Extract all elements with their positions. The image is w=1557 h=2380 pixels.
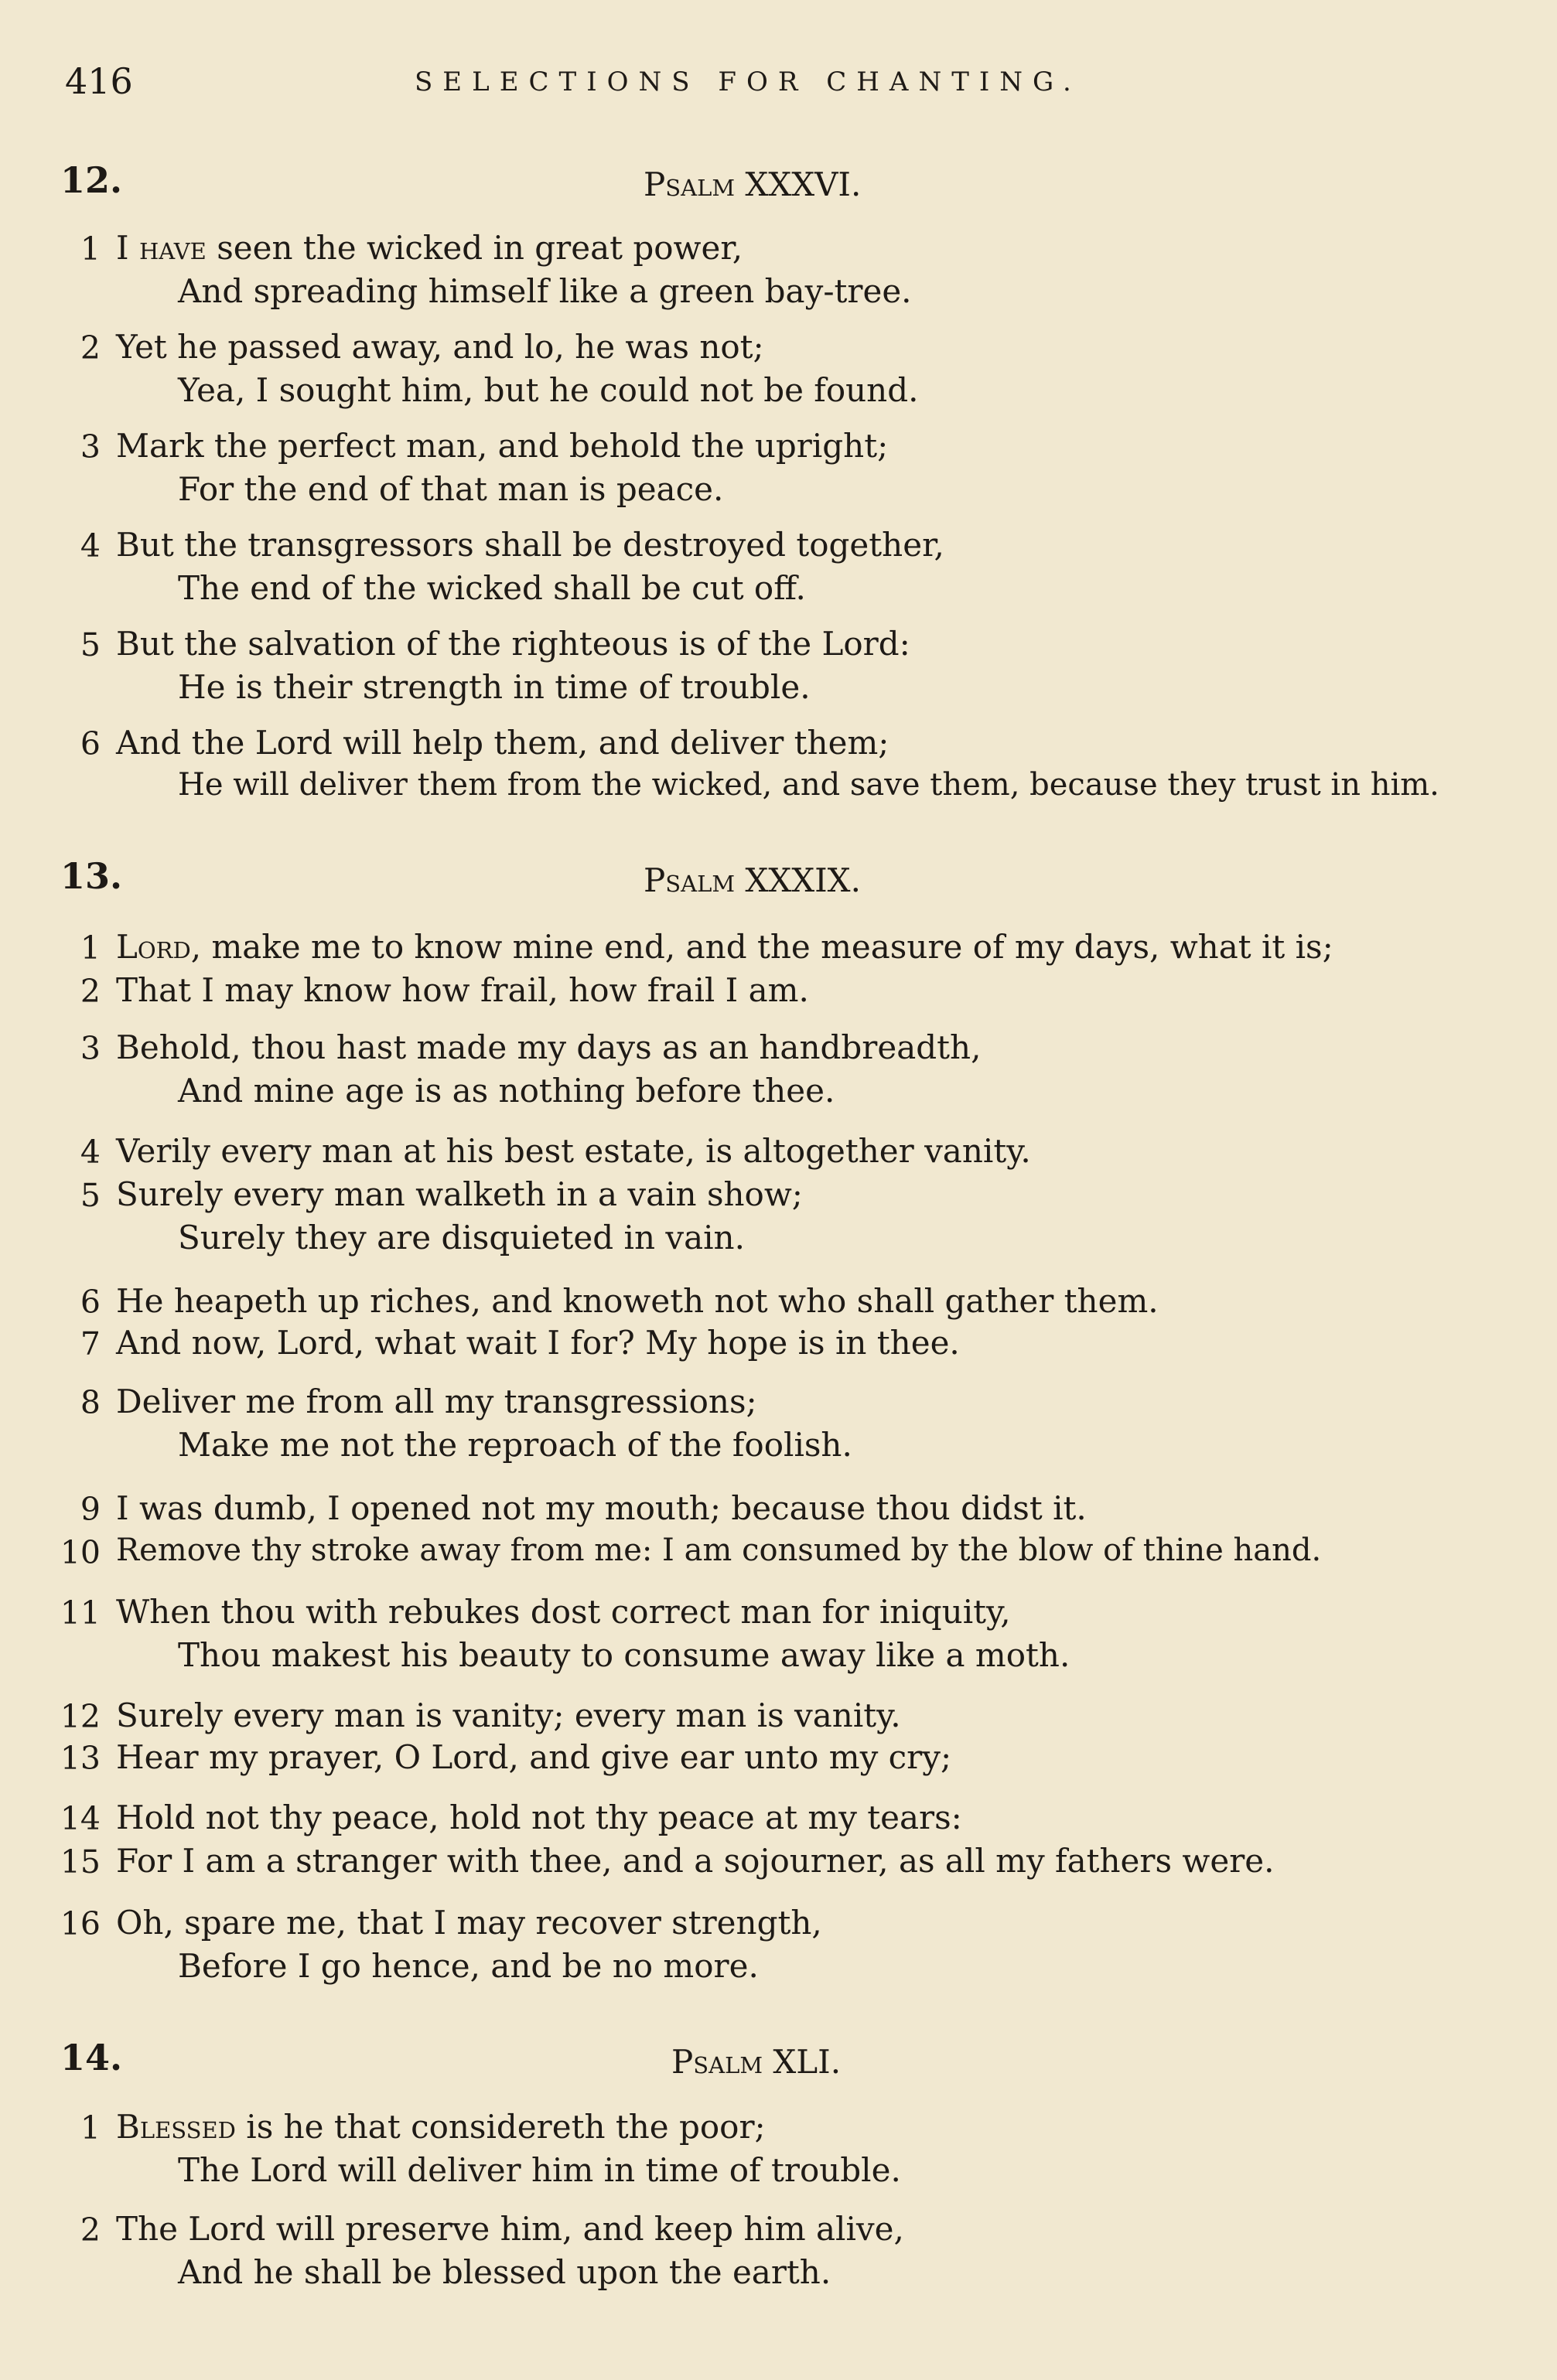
verse-line: Surely every man walketh in a vain show;: [116, 1175, 803, 1213]
section-number: 12.: [60, 159, 123, 201]
verse-line: Hold not thy peace, hold not thy peace at my tears:: [116, 1799, 962, 1836]
verse-number: 6: [80, 725, 101, 762]
verse-number: 5: [80, 1177, 101, 1214]
psalm-title: [644, 165, 861, 203]
verse-continuation: Make me not the reproach of the foolish.: [178, 1426, 852, 1464]
psalm-title: [671, 2043, 841, 2081]
verse-line: Remove thy stroke away from me: I am consumed by the blow of thine hand.: [116, 1533, 1322, 1568]
verse-number: 1: [80, 230, 101, 268]
verse-line: And the Lord will help them, and deliver them;: [116, 724, 889, 762]
verse-line: But the transgressors shall be destroyed together,: [116, 526, 944, 564]
verse-continuation: Before I go hence, and be no more.: [178, 1947, 759, 1985]
section-number: 14.: [60, 2037, 123, 2078]
running-head: SELECTIONS FOR CHANTING.: [415, 66, 1081, 97]
verse-number: 2: [80, 973, 101, 1010]
verse-opening-words: I have: [116, 229, 207, 267]
verse-continuation: The Lord will deliver him in time of trouble.: [178, 2151, 901, 2189]
verse-number: 6: [80, 1284, 101, 1321]
verse-line: Mark the perfect man, and behold the upright;: [116, 427, 889, 465]
verse-line: Deliver me from all my transgressions;: [116, 1383, 757, 1420]
verse-number: 8: [80, 1384, 101, 1421]
verse-continuation: And mine age is as nothing before thee.: [178, 1072, 835, 1110]
verse-line: Behold, thou hast made my days as an handbreadth,: [116, 1028, 982, 1066]
verse-number: 4: [80, 527, 101, 564]
verse-number: 13: [60, 1740, 101, 1777]
verse-line: Hear my prayer, O Lord, and give ear unto my cry;: [116, 1738, 952, 1776]
verse-continuation: And spreading himself like a green bay-tree.: [178, 272, 912, 310]
verse-number: 14: [60, 1800, 101, 1837]
verse-number: 2: [80, 2211, 101, 2249]
verse-number: 15: [60, 1843, 101, 1880]
verse-number: 16: [60, 1905, 101, 1942]
page-header: [65, 60, 1148, 114]
section-number: 13.: [60, 855, 123, 897]
verse-continuation: And he shall be blessed upon the earth.: [178, 2253, 831, 2291]
verse-line: He heapeth up riches, and knoweth not who shall gather them.: [116, 1282, 1159, 1320]
psalm-title-numeral: XXXVI.: [745, 165, 862, 203]
verse-number: 7: [80, 1325, 101, 1362]
verse-number: 5: [80, 626, 101, 663]
psalm-title-prefix: Psalm: [644, 165, 736, 203]
verse-line: Verily every man at his best estate, is altogether vanity.: [116, 1132, 1031, 1170]
verse-line: But the salvation of the righteous is of the Lord:: [116, 625, 910, 663]
verse-continuation: Thou makest his beauty to consume away like a moth.: [178, 1636, 1070, 1674]
verse-line: Surely every man is vanity; every man is vanity.: [116, 1696, 901, 1734]
verse-line-text: , make me to know mine end, and the measure of my days, what it is;: [190, 928, 1333, 966]
verse-line: Yet he passed away, and lo, he was not;: [116, 328, 764, 366]
verse-opening-words: Blessed: [116, 2108, 236, 2146]
verse-continuation: Yea, I sought him, but he could not be found.: [178, 371, 919, 409]
verse-number: 10: [60, 1534, 101, 1571]
psalm-title: [644, 861, 861, 899]
verse-continuation: He will deliver them from the wicked, and save them, because they trust in him.: [178, 767, 1439, 803]
verse-line: Oh, spare me, that I may recover strength,: [116, 1904, 822, 1942]
verse-line: [116, 2108, 766, 2146]
verse-number: 9: [80, 1491, 101, 1528]
psalm-title-prefix: Psalm: [644, 861, 736, 899]
verse-line: [116, 928, 1333, 966]
verse-line: When thou with rebukes dost correct man for iniquity,: [116, 1593, 1011, 1631]
page-number: 416: [65, 60, 133, 102]
verse-continuation: The end of the wicked shall be cut off.: [178, 569, 806, 607]
psalm-title-prefix: Psalm: [671, 2043, 763, 2081]
verse-opening-words: Lord: [116, 928, 191, 966]
verse-line-text: is he that considereth the poor;: [235, 2108, 766, 2146]
verse-number: 1: [80, 929, 101, 967]
verse-line-text: seen the wicked in great power,: [206, 229, 743, 267]
verse-line: For I am a stranger with thee, and a sojourner, as all my fathers were.: [116, 1842, 1275, 1880]
verse-number: 3: [80, 1030, 101, 1067]
verse-continuation: For the end of that man is peace.: [178, 470, 724, 508]
verse-line: That I may know how frail, how frail I am.: [116, 971, 809, 1009]
verse-line: And now, Lord, what wait I for? My hope is in thee.: [116, 1324, 960, 1362]
verse-number: 1: [80, 2109, 101, 2146]
verse-line: I was dumb, I opened not my mouth; because thou didst it.: [116, 1489, 1087, 1527]
verse-number: 12: [60, 1698, 101, 1735]
verse-line: The Lord will preserve him, and keep him alive,: [116, 2210, 904, 2248]
psalm-title-numeral: XXXIX.: [745, 861, 861, 899]
verse-number: 2: [80, 329, 101, 367]
verse-number: 11: [60, 1594, 101, 1632]
verse-continuation: He is their strength in time of trouble.: [178, 668, 811, 706]
verse-line: [116, 229, 743, 267]
psalm-title-numeral: XLI.: [773, 2043, 842, 2081]
verse-number: 3: [80, 428, 101, 465]
verse-continuation: Surely they are disquieted in vain.: [178, 1219, 745, 1256]
verse-number: 4: [80, 1134, 101, 1171]
